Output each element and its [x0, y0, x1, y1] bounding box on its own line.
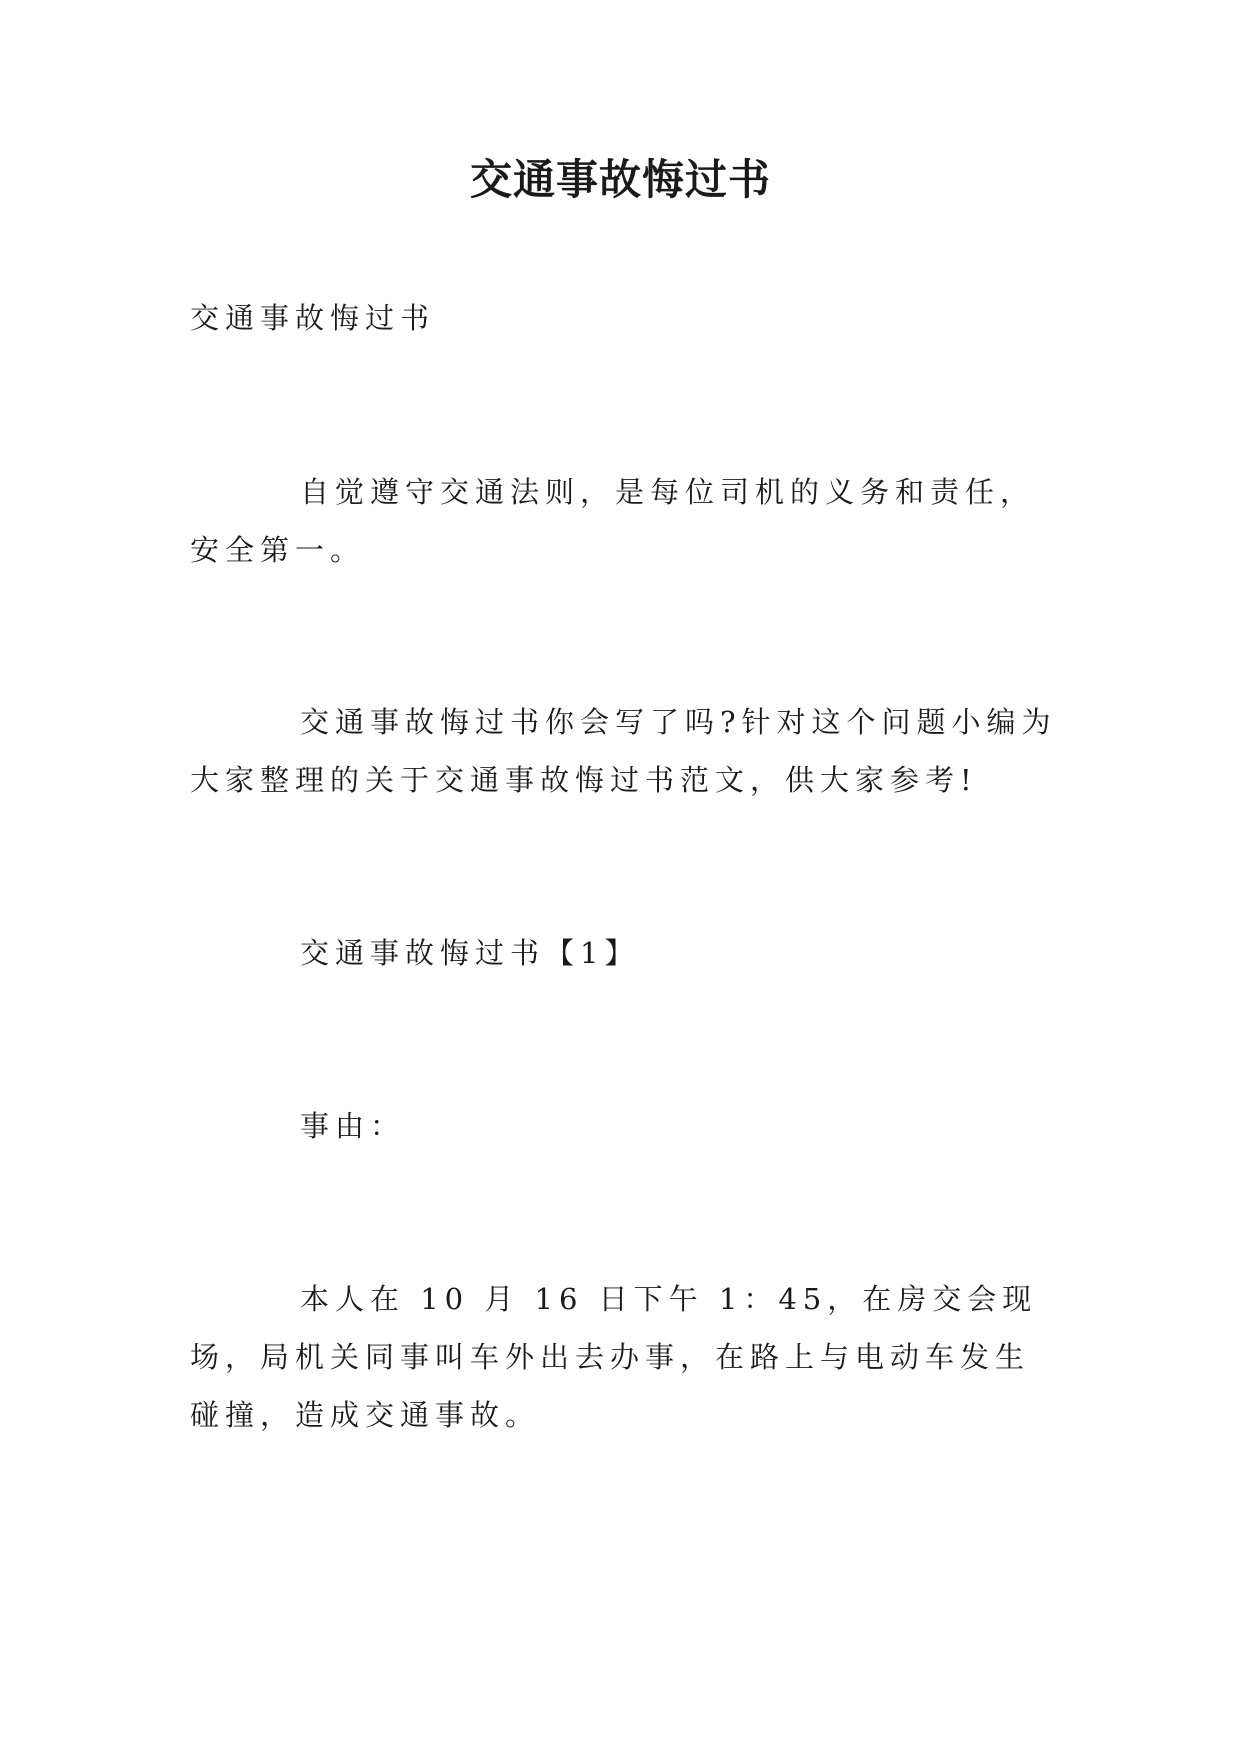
document-subtitle: 交通事故悔过书: [190, 301, 436, 335]
document-title: 交通事故悔过书: [469, 155, 771, 204]
section-heading: 交通事故悔过书【1】: [300, 936, 640, 970]
paragraph-intro: 自觉遵守交通法则，是每位司机的义务和责任，安全第一。: [190, 475, 1036, 567]
paragraph-lead: 交通事故悔过书你会写了吗?针对这个问题小编为大家整理的关于交通事故悔过书范文，供大家参考!: [190, 705, 1057, 797]
paragraph-incident: 本人在 10 月 16 日下午 1：45，在房交会现场，局机关同事叫车外出去办事，在路上与电动车发生碰撞，造成交通事故。: [190, 1282, 1038, 1432]
paragraph-reason-label: 事由：: [300, 1109, 406, 1143]
